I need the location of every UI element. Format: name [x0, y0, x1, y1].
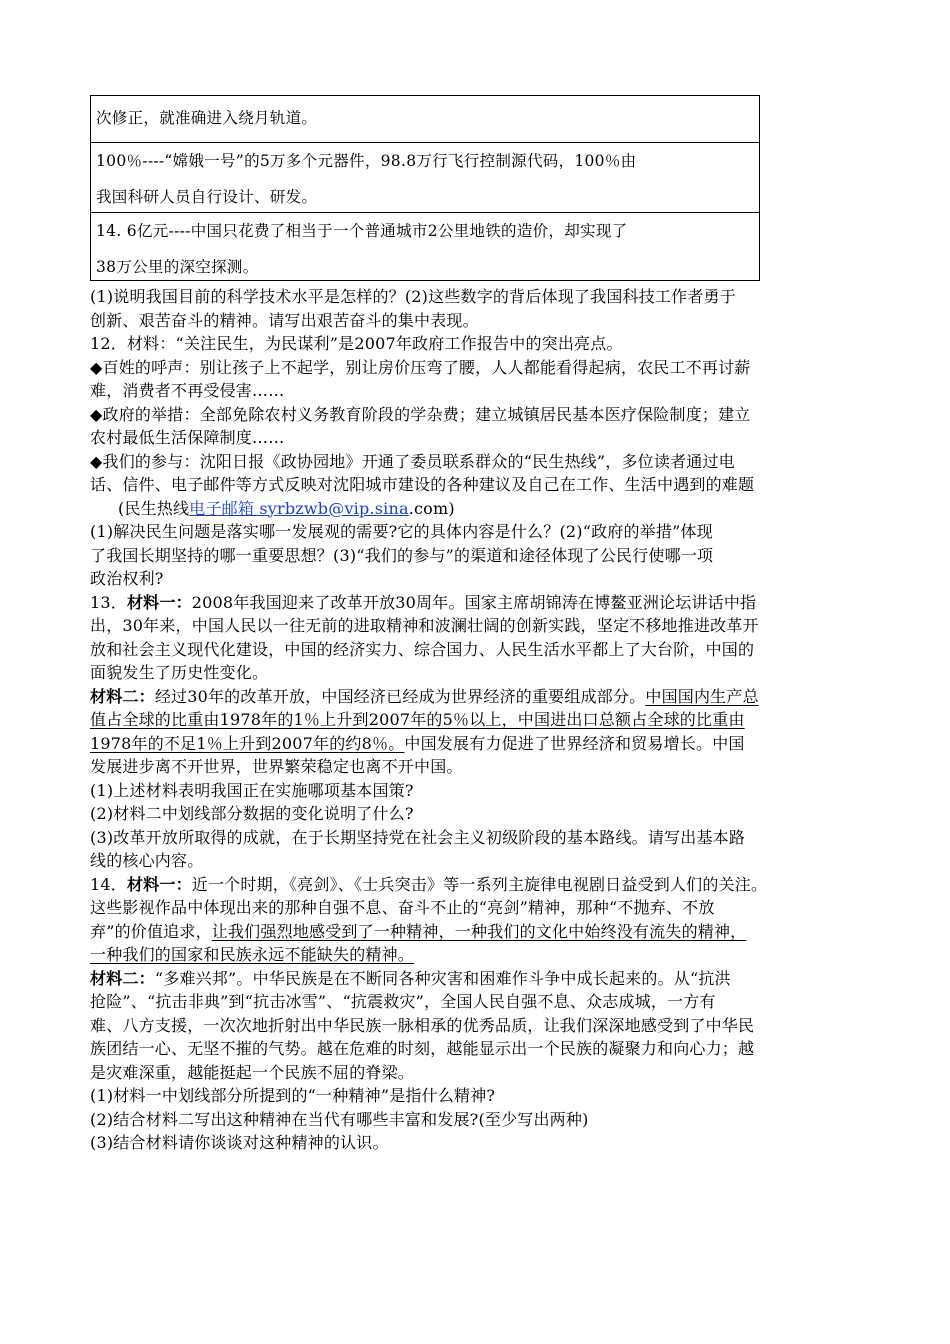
table-row-text: 38万公里的深空探测。 — [96, 258, 259, 276]
q13-text: 经过30年的改革开放，中国经济已经成为世界经济的重要组成部分。 — [154, 686, 646, 706]
q13-text: 2008年我国迎来了改革开放30周年。国家主席胡锦涛在博鳌亚洲论坛讲话中指 — [191, 592, 757, 612]
q14-question: (3)结合材料请你谈谈对这种精神的认识。 — [90, 1133, 389, 1152]
hotline-label: (民生热线 — [118, 498, 190, 518]
q12-question: 政治权利? — [90, 569, 164, 588]
q13-line: 发展进步离不开世界，世界繁荣稳定也离不开中国。 — [90, 757, 463, 776]
question-content — [90, 285, 880, 1155]
q12-line: ◆政府的举措：全部免除农村义务教育阶段的学杂费；建立城镇居民基本医疗保险制度；建立 — [90, 404, 751, 424]
q13-question: (2)材料二中划线部分数据的变化说明了什么? — [90, 804, 414, 823]
q13-question: (3)改革开放所取得的成就，在于长期坚持党在社会主义初级阶段的基本路线。请写出基本路 — [90, 827, 746, 847]
q11-line: (1)说明我国目前的科学技术水平是怎样的？(2)这些数字的背后体现了我国科技工作者勇于 — [90, 287, 736, 306]
q14-line — [90, 943, 880, 967]
q13-line: 面貌发生了历史性变化。 — [90, 663, 269, 682]
q14-text: 近一个时期，《亮剑》、《士兵突击》等一系列主旋律电视剧日益受到人们的关注。 — [191, 874, 768, 894]
q14-text: “多难兴邦”。中华民族是在不断同各种灾害和困难作斗争中成长起来的。从“抗洪 — [154, 968, 731, 988]
q12-line: 话、信件、电子邮件等方式反映对沈阳城市建设的各种建议及自己在工作、生活中遇到的难题 — [90, 475, 755, 494]
hotline-suffix: .com) — [408, 498, 455, 518]
q13-question: 线的核心内容。 — [90, 851, 204, 870]
q14-line — [90, 967, 880, 991]
table-row-text: 100％----“嫦娥一号”的5万多个元器件，98.8万行飞行控制源代码，100％由 — [96, 152, 637, 170]
q14-line — [90, 920, 880, 944]
q14-line — [90, 873, 880, 897]
q13-line: 出，30年来，中国人民以一往无前的进取精神和波澜壮阔的创新实践，坚定不移地推进改革开 — [90, 616, 759, 635]
question-number: 13． — [90, 592, 127, 612]
q13-line — [90, 591, 880, 615]
table-row-text: 次修正，就准确进入绕月轨道。 — [96, 109, 318, 127]
material-label: 材料二： — [90, 686, 155, 706]
q14-line: 族团结一心、无坚不摧的气势。越在危难的时刻，越能显示出一个民族的凝聚力和向心力；越 — [90, 1039, 755, 1058]
q13-line — [90, 732, 880, 756]
q14-line: 这些影视作品中体现出来的那种自强不息、奋斗不止的“亮剑”精神，那种“不抛弃、不放 — [90, 898, 715, 917]
underlined-text: 中国国内生产总 — [645, 686, 759, 706]
q12-question: (1)解决民生问题是落实哪一发展观的需要?它的具体内容是什么？(2)“政府的举措”体现 — [90, 522, 713, 541]
q14-question: (1)材料一中划线部分所提到的“一种精神”是指什么精神? — [90, 1086, 496, 1105]
q12-hotline — [90, 497, 880, 521]
material-label: 材料一： — [126, 592, 192, 612]
q14-line: 是灾难深重，越能挺起一个民族不屈的脊梁。 — [90, 1062, 415, 1082]
data-table — [90, 95, 760, 281]
q14-line: 难、八方支援，一次次地折射出中华民族一脉相承的优秀品质，让我们深深地感受到了中华民 — [90, 1015, 755, 1035]
q12-title: 12．材料：“关注民生，为民谋利”是2007年政府工作报告中的突出亮点。 — [90, 334, 623, 353]
underlined-text: 让我们强烈地感受到了一种精神，一种我们的文化中始终没有流失的精神， — [211, 921, 747, 941]
table-row — [91, 96, 759, 142]
q13-text: 中国发展有力促进了世界经济和贸易增长。中国 — [404, 733, 745, 753]
q11-line: 创新、艰苦奋斗的精神。请写出艰苦奋斗的集中表现。 — [90, 310, 479, 330]
q12-line: 农村最低生活保障制度…… — [90, 428, 285, 447]
underlined-text: 值占全球的比重由1978年的1％上升到2007年的5％以上，中国进出口总额占全球的比重由 — [90, 710, 745, 729]
material-label: 材料二： — [90, 968, 155, 988]
underlined-text: 1978年的不足1％上升到2007年的约8％。 — [90, 733, 405, 753]
q12-line: ◆百姓的呼声：别让孩子上不起学，别让房价压弯了腰，人人都能看得起病，农民工不再讨薪 — [90, 357, 751, 377]
table-row-text: 我国科研人员自行设计、研发。 — [96, 188, 318, 206]
table-row-text: 14. 6亿元----中国只花费了相当于一个普通城市2公里地铁的造价，却实现了 — [96, 222, 628, 240]
q14-text: 弃”的价值追求， — [90, 921, 212, 941]
q13-line: 放和社会主义现代化建设，中国的经济实力、综合国力、人民生活水平都上了大台阶，中国的 — [90, 639, 755, 659]
q12-line: ◆我们的参与：沈阳日报《政协园地》开通了委员联系群众的“民生热线”，多位读者通过电 — [90, 451, 735, 471]
q14-question: (2)结合材料二写出这种精神在当代有哪些丰富和发展?(至少写出两种) — [90, 1109, 589, 1129]
q13-line — [90, 708, 880, 732]
q12-line: 难，消费者不再受侵害…… — [90, 381, 285, 400]
q13-line — [90, 685, 880, 709]
underlined-text: 一种我们的国家和民族永远不能缺失的精神。 — [90, 945, 415, 964]
table-row — [91, 142, 759, 212]
question-number: 14． — [90, 874, 127, 894]
q14-line: 抢险”、“抗击非典”到“抗击冰雪”、“抗震救灾”，全国人民自强不息、众志成城，一方有 — [90, 992, 716, 1011]
q13-question: (1)上述材料表明我国正在实施哪项基本国策? — [90, 780, 414, 800]
material-label: 材料一： — [126, 874, 192, 894]
table-row — [91, 212, 759, 280]
email-link[interactable]: 电子邮箱 syrbzwb@vip.sina — [189, 498, 409, 518]
q12-question: 了我国长期坚持的哪一重要思想？(3)“我们的参与”的渠道和途径体现了公民行使哪一项 — [90, 545, 714, 565]
